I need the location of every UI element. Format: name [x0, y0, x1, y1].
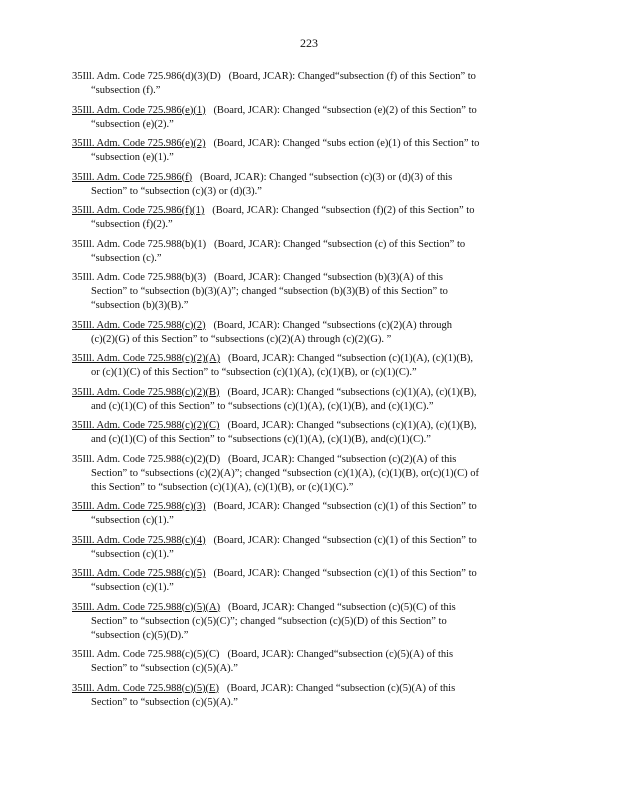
errata-entry — [72, 601, 534, 643]
code-citation: 35Ill. Adm. Code 725.988(c)(2)(C) — [72, 420, 220, 431]
errata-entry — [72, 500, 534, 528]
entry-first-line — [72, 238, 534, 252]
entry-text: (Board, JCAR): Changed “subsections (c)(1)(A), (c)(1)(B), — [227, 420, 477, 431]
entry-continuation: “subsection (e)(1).” — [91, 152, 174, 163]
errata-entry — [72, 352, 534, 380]
code-citation: 35Ill. Adm. Code 725.986(f) — [72, 171, 193, 183]
entry-continuation: and (c)(1)(C) of this Section” to “subsections (c)(1)(A), (c)(1)(B), and (c)(1)(C).” — [91, 400, 434, 412]
entry-continuation: “subsection (c)(1).” — [91, 582, 174, 593]
entry-continuation: “subsection (c)(1).” — [91, 515, 174, 526]
entry-first-line — [72, 271, 534, 285]
errata-entry — [72, 238, 534, 266]
code-citation: 35Ill. Adm. Code 725.988(b)(3) — [72, 272, 207, 283]
code-citation: 35Ill. Adm. Code 725.988(c)(2) — [72, 319, 206, 331]
entry-text: (Board, JCAR): Changed “subsection (c)(1) of this Section” to — [213, 534, 477, 546]
entry-text: (Board, JCAR): Changed “subsection (f)(2) of this Section” to — [212, 205, 475, 216]
code-citation: 35Ill. Adm. Code 725.988(b)(1) — [72, 238, 207, 250]
errata-entry — [72, 271, 534, 313]
errata-entry — [72, 137, 534, 165]
entry-text: (Board, JCAR): Changed “subsection (c)(2)(A) of this — [228, 453, 457, 465]
errata-entry — [72, 204, 534, 232]
entry-text: (Board, JCAR): Changed“subsection (c)(5)(A) of this — [227, 649, 454, 660]
entry-first-line — [72, 171, 534, 185]
errata-list — [72, 70, 534, 715]
entry-first-line — [72, 453, 534, 467]
entry-continuation: “subsection (c).” — [91, 252, 162, 264]
code-citation: 35Ill. Adm. Code 725.988(c)(5)(A) — [72, 601, 221, 613]
entry-continuation: or (c)(1)(C) of this Section” to “subsection (c)(1)(A), (c)(1)(B), or (c)(1)(C).” — [91, 367, 417, 378]
entry-first-line — [72, 352, 534, 366]
entry-text: (Board, JCAR): Changed “subsection (c)(1) of this Section” to — [213, 568, 477, 579]
entry-first-line — [72, 601, 534, 615]
code-citation: 35Ill. Adm. Code 725.988(c)(5) — [72, 568, 206, 579]
entry-continuation: (c)(2)(G) of this Section” to “subsections (c)(2)(A) through (c)(2)(G). ” — [91, 333, 392, 345]
entry-continuation: “subsection (b)(3)(B).” — [91, 300, 189, 311]
entry-text: (Board, JCAR): Changed “subs ection (e)(1) of this Section” to — [213, 138, 480, 149]
entry-continuation: “subsection (c)(1).” — [91, 548, 174, 560]
code-citation: 35Ill. Adm. Code 725.988(c)(4) — [72, 534, 206, 546]
errata-entry — [72, 386, 534, 414]
errata-entry — [72, 319, 534, 347]
entry-continuation: “subsection (c)(5)(D).” — [91, 629, 189, 641]
code-citation: 35Ill. Adm. Code 725.986(e)(1) — [72, 104, 206, 116]
errata-entry — [72, 453, 534, 495]
entry-first-line — [72, 534, 534, 548]
entry-text: (Board, JCAR): Changed “subsection (c)(1)(A), (c)(1)(B), — [228, 353, 473, 364]
entry-text: (Board, JCAR): Changed “subsection (c) of this Section” to — [214, 238, 466, 250]
code-citation: 35Ill. Adm. Code 725.988(c)(2)(B) — [72, 386, 220, 398]
errata-entry — [72, 171, 534, 199]
code-citation: 35Ill. Adm. Code 725.986(f)(1) — [72, 205, 205, 216]
entry-text: (Board, JCAR): Changed“subsection (f) of this Section” to — [228, 71, 476, 82]
entry-text: (Board, JCAR): Changed “subsections (c)(2)(A) through — [213, 319, 452, 331]
code-citation: 35Ill. Adm. Code 725.986(e)(2) — [72, 138, 206, 149]
code-citation: 35Ill. Adm. Code 725.988(c)(2)(A) — [72, 353, 221, 364]
code-citation: 35Ill. Adm. Code 725.986(d)(3)(D) — [72, 71, 221, 82]
entry-text: (Board, JCAR): Changed “subsection (c)(1) of this Section” to — [213, 501, 477, 512]
entry-first-line — [72, 386, 534, 400]
errata-entry — [72, 682, 534, 710]
entry-continuation: “subsection (e)(2).” — [91, 118, 174, 130]
entry-continuation: Section” to “subsection (c)(5)(A).” — [91, 663, 238, 674]
entry-first-line — [72, 137, 534, 151]
entry-first-line — [72, 319, 534, 333]
entry-continuation: this Section” to “subsection (c)(1)(A), (c)(1)(B), or (c)(1)(C).” — [91, 481, 354, 493]
entry-first-line — [72, 500, 534, 514]
errata-entry — [72, 648, 534, 676]
entry-first-line — [72, 70, 534, 84]
entry-first-line — [72, 104, 534, 118]
errata-entry — [72, 70, 534, 98]
page-number: 223 — [300, 36, 318, 50]
entry-first-line — [72, 567, 534, 581]
entry-continuation: Section” to “subsection (c)(3) or (d)(3).” — [91, 185, 262, 197]
entry-text: (Board, JCAR): Changed “subsection (c)(3) or (d)(3) of this — [200, 171, 453, 183]
entry-continuation: “subsection (f)(2).” — [91, 219, 173, 230]
code-citation: 35Ill. Adm. Code 725.988(c)(3) — [72, 501, 206, 512]
errata-entry — [72, 104, 534, 132]
errata-entry — [72, 419, 534, 447]
code-citation: 35Ill. Adm. Code 725.988(c)(2)(D) — [72, 453, 221, 465]
entry-text: (Board, JCAR): Changed “subsection (e)(2) of this Section” to — [213, 104, 477, 116]
entry-text: (Board, JCAR): Changed “subsection (b)(3)(A) of this — [214, 272, 443, 283]
entry-first-line — [72, 419, 534, 433]
code-citation: 35Ill. Adm. Code 725.988(c)(5)(E) — [72, 682, 219, 694]
errata-entry — [72, 534, 534, 562]
entry-first-line — [72, 204, 534, 218]
entry-text: (Board, JCAR): Changed “subsection (c)(5)(C) of this — [228, 601, 456, 613]
entry-text: (Board, JCAR): Changed “subsection (c)(5)(A) of this — [226, 682, 456, 694]
entry-continuation: Section” to “subsection (b)(3)(A)”; changed “subsection (b)(3)(B) of this Section” to — [91, 286, 448, 297]
entry-first-line — [72, 682, 534, 696]
entry-continuation: “subsection (f).” — [91, 85, 161, 96]
entry-continuation: and (c)(1)(C) of this Section” to “subsections (c)(1)(A), (c)(1)(B), and(c)(1)(C).” — [91, 434, 431, 445]
entry-continuation: Section” to “subsection (c)(5)(C)”; changed “subsection (c)(5)(D) of this Section” to — [91, 615, 447, 627]
entry-first-line — [72, 648, 534, 662]
entry-continuation: Section” to “subsections (c)(2)(A)”; changed “subsection (c)(1)(A), (c)(1)(B), or(c)(1)(C) of — [91, 467, 480, 479]
entry-text: (Board, JCAR): Changed “subsections (c)(1)(A), (c)(1)(B), — [227, 386, 477, 398]
errata-entry — [72, 567, 534, 595]
entry-continuation: Section” to “subsection (c)(5)(A).” — [91, 696, 238, 708]
code-citation: 35Ill. Adm. Code 725.988(c)(5)(C) — [72, 649, 220, 660]
